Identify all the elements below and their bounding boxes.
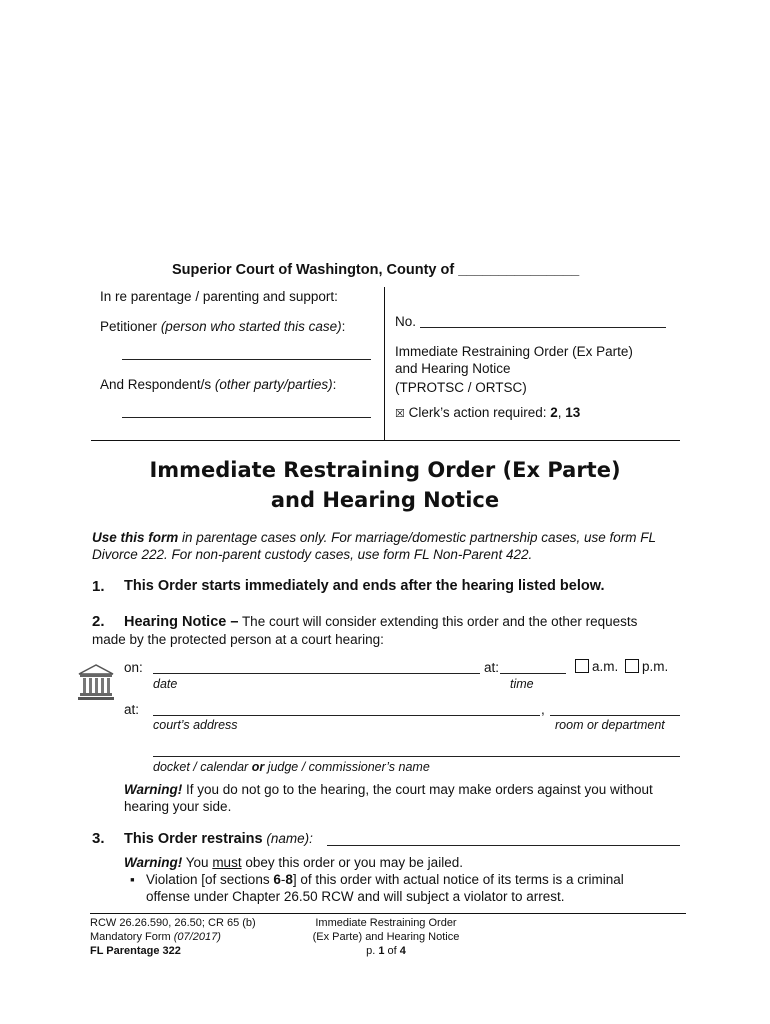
pm-checkbox[interactable] <box>625 659 639 673</box>
violation-line1: Violation [of sections 6-8] of this order with actual notice of its terms is a criminal <box>146 872 624 887</box>
room-caption: room or department <box>555 718 665 732</box>
section3-warning: Warning! You must obey this order or you may be jailed. <box>124 855 463 870</box>
footer-center-line1: Immediate Restraining Order <box>315 917 457 929</box>
footer-rule <box>90 913 686 914</box>
room-field[interactable] <box>550 715 680 716</box>
footer-page: p. 1 of 4 <box>366 945 406 957</box>
respondent-name-field[interactable] <box>122 417 371 418</box>
time-caption: time <box>510 677 534 691</box>
section1-text: This Order starts immediately and ends after the hearing listed below. <box>124 578 605 594</box>
hearing-date-field[interactable] <box>153 673 480 674</box>
address-comma: , <box>541 702 545 717</box>
section2-number: 2. <box>92 613 105 630</box>
docket-field[interactable] <box>153 756 680 757</box>
clerk-action: ☒ Clerk’s action required: 2, 13 <box>395 405 581 420</box>
caption-divider <box>384 287 385 440</box>
violation-line2: offense under Chapter 26.50 RCW and will subject a violator to arrest. <box>146 889 565 904</box>
address-at-label: at: <box>124 702 140 717</box>
form-code: (TPROTSC / ORTSC) <box>395 380 527 395</box>
section2-line1: Hearing Notice – The court will consider extending this order and the other requests <box>124 614 638 630</box>
violation-bullet: ▪ <box>130 872 135 887</box>
hearing-time-field[interactable] <box>500 673 566 674</box>
section2-warning-line2: hearing your side. <box>124 799 232 814</box>
document-title-line1: Immediate Restraining Order (Ex Parte) <box>149 458 621 482</box>
hearing-at-label: at: <box>484 660 500 675</box>
am-pm-options <box>572 658 668 675</box>
footer-mandatory: Mandatory Form (07/2017) <box>90 931 221 943</box>
case-no-label: No. <box>395 314 417 329</box>
form-title-line1: Immediate Restraining Order (Ex Parte) <box>395 344 633 359</box>
pm-label: p.m. <box>642 659 669 674</box>
clerk-checkbox-icon[interactable]: ☒ <box>395 408 405 420</box>
courthouse-icon <box>76 662 116 702</box>
address-caption: court’s address <box>153 718 238 732</box>
document-title <box>0 456 770 514</box>
footer-center <box>296 916 476 958</box>
caption-bottom-rule <box>91 440 680 441</box>
section1-number: 1. <box>92 578 105 595</box>
case-no-field[interactable] <box>420 327 666 328</box>
court-address-field[interactable] <box>153 715 540 716</box>
respondent-label: And Respondent/s (other party/parties): <box>100 377 337 392</box>
in-re-label: In re parentage / parenting and support: <box>100 289 338 304</box>
footer-left <box>90 916 256 958</box>
am-checkbox[interactable] <box>575 659 589 673</box>
section3-number: 3. <box>92 830 105 847</box>
docket-caption: docket / calendar or judge / commissioner’s name <box>153 760 430 774</box>
am-label: a.m. <box>592 659 619 674</box>
section2-line2: made by the protected person at a court hearing: <box>92 632 384 647</box>
date-caption: date <box>153 677 178 691</box>
footer-form-id: FL Parentage 322 <box>90 945 181 957</box>
hearing-on-label: on: <box>124 660 143 675</box>
form-title-line2: and Hearing Notice <box>395 361 511 376</box>
intro-line1: Use this form in parentage cases only. For marriage/domestic partnership cases, use form FL <box>92 530 657 545</box>
footer-rcw: RCW 26.26.590, 26.50; CR 65 (b) <box>90 917 256 929</box>
document-title-line2: and Hearing Notice <box>270 488 500 512</box>
restrained-name-field[interactable] <box>327 845 680 846</box>
petitioner-label: Petitioner (person who started this case): <box>100 319 346 334</box>
footer-center-line2: (Ex Parte) and Hearing Notice <box>312 931 460 943</box>
intro-line2: Divorce 222. For non-parent custody cases, use form FL Non-Parent 422. <box>92 547 533 562</box>
petitioner-name-field[interactable] <box>122 359 371 360</box>
section2-warning-line1: Warning! If you do not go to the hearing, the court may make orders against you without <box>124 782 653 797</box>
section3-heading: This Order restrains (name): <box>124 831 313 847</box>
court-title: Superior Court of Washington, County of _______________ <box>172 262 580 278</box>
